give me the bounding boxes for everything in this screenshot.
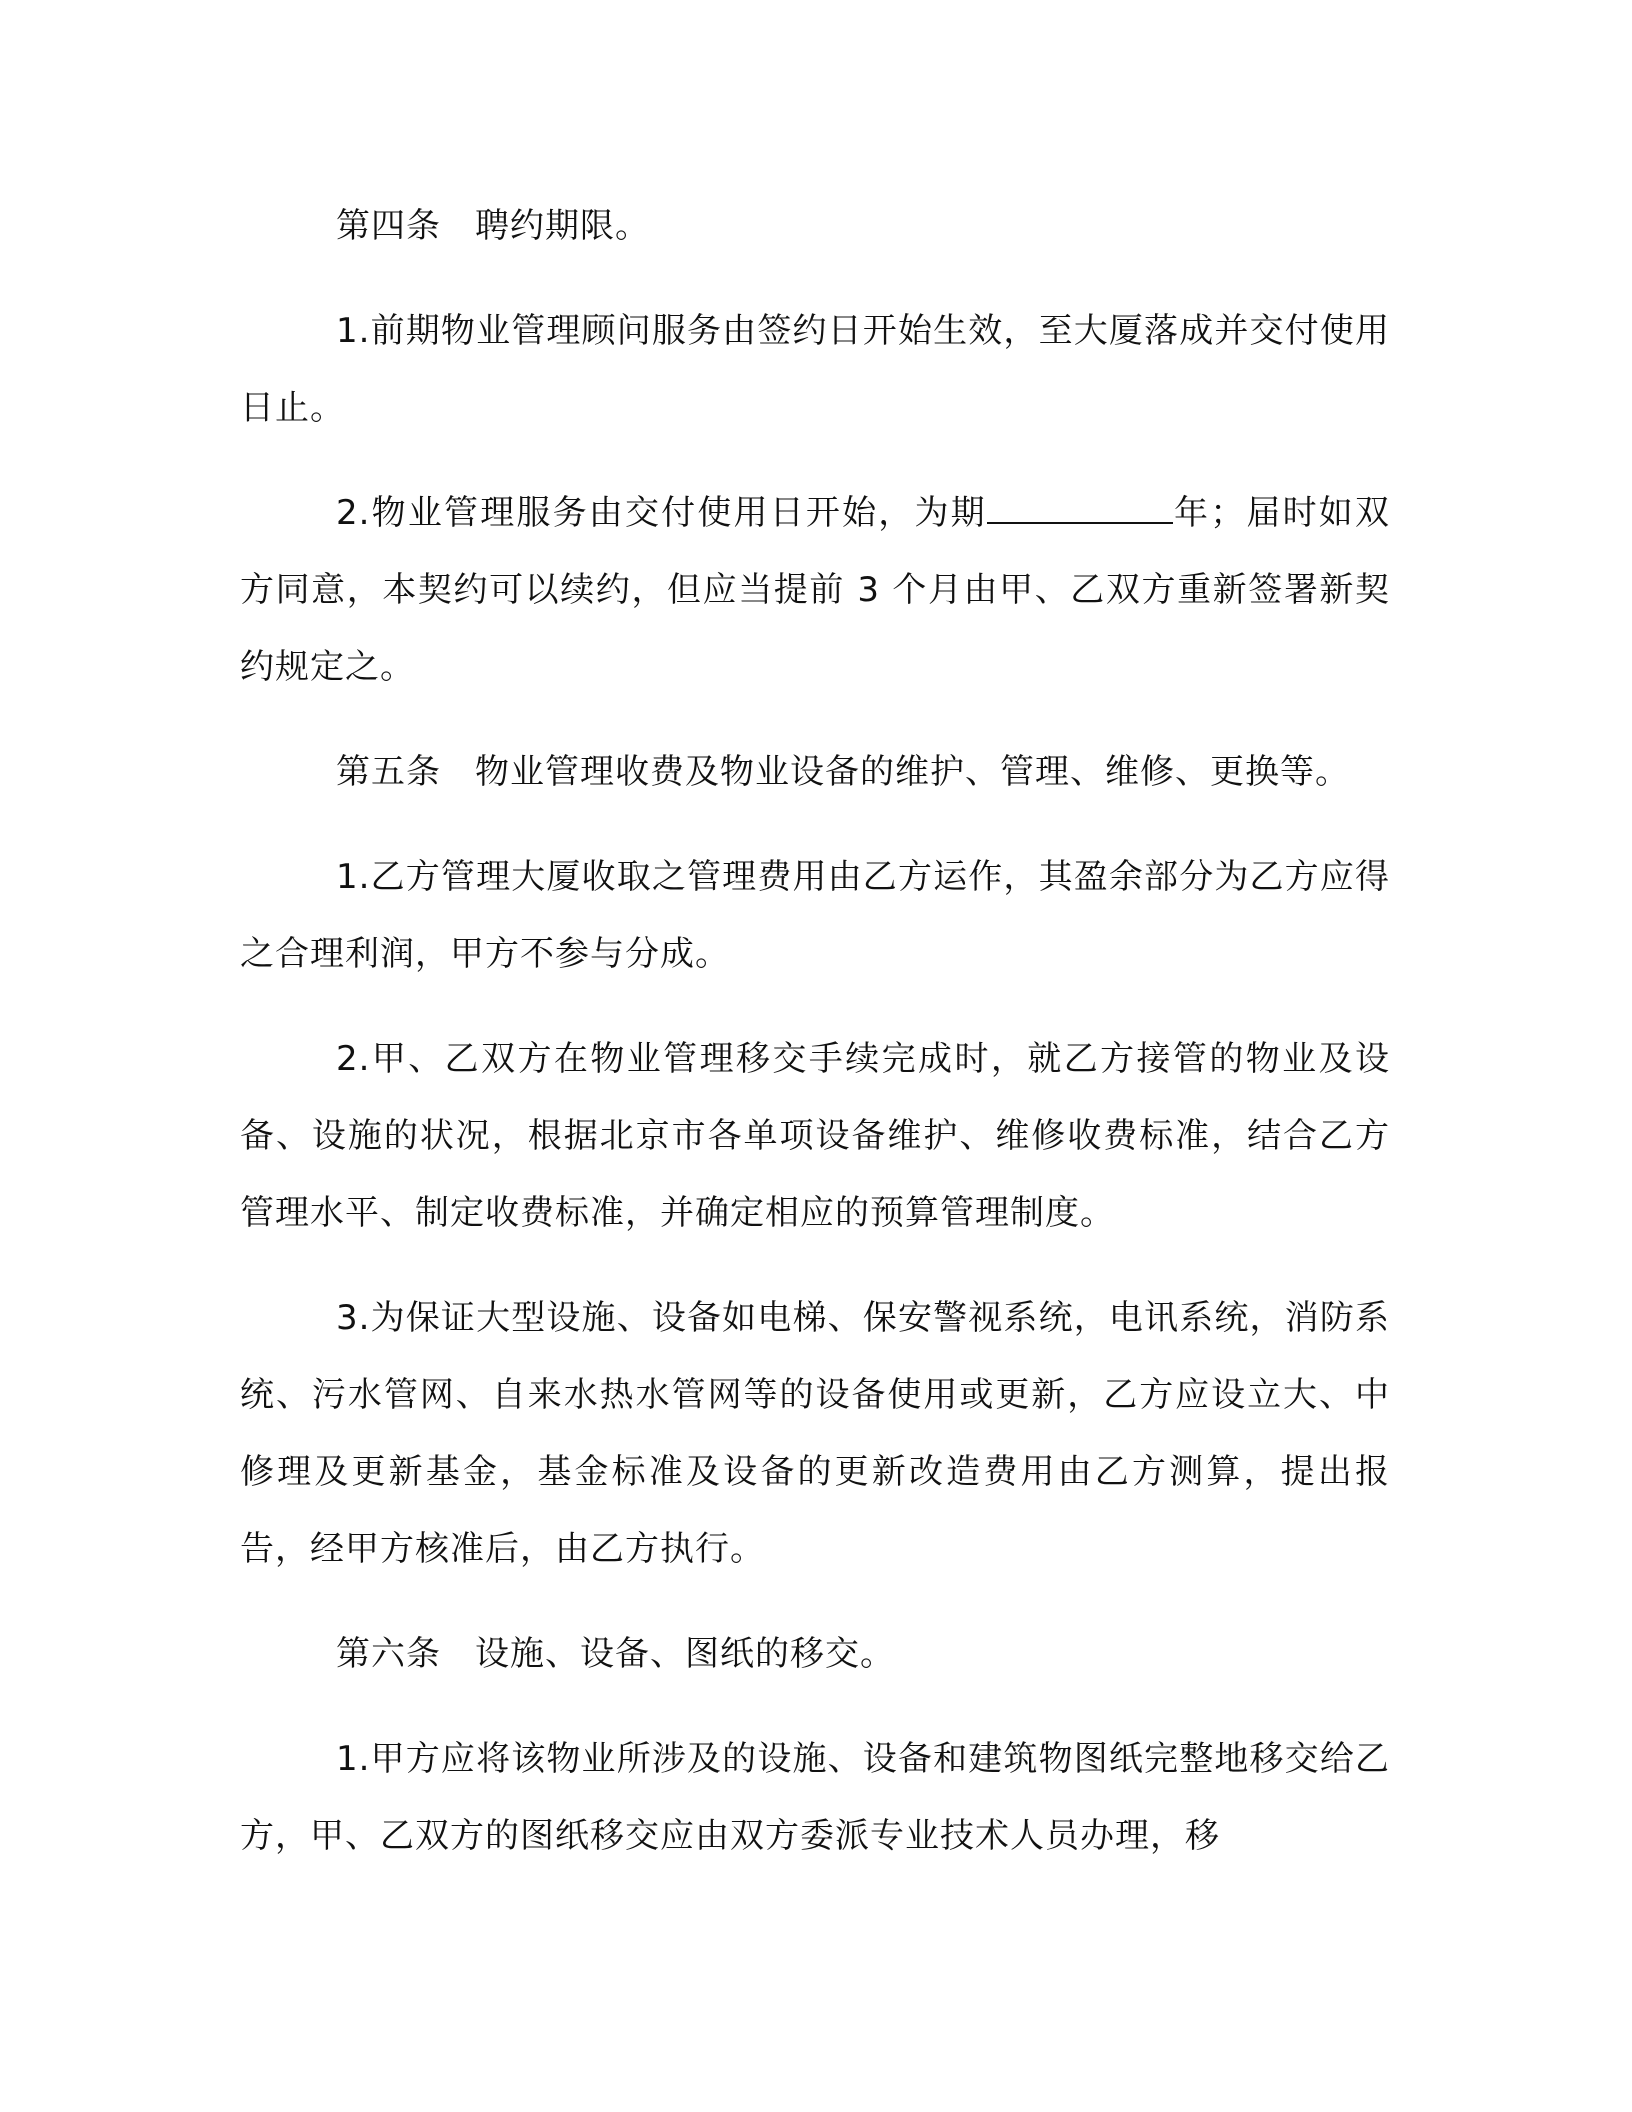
document-page: [240, 188, 1390, 1903]
article-5-title: 物业管理收费及物业设备的维护、管理、维修、更换等。: [475, 752, 1350, 792]
article-6-title: 设施、设备、图纸的移交。: [475, 1634, 895, 1674]
article-6-heading: [240, 1616, 1390, 1693]
article-5-clause-3: 3.为保证大型设施、设备如电梯、保安警视系统，电讯系统，消防系统、污水管网、自来水热水管网等的设备使用或更新，乙方应设立大、中修理及更新基金，基金标准及设备的更新改造费用由乙方测算，提出报告，经甲方核准后，由乙方执行。: [240, 1298, 1390, 1569]
article-5-clause-2: 2.甲、乙双方在物业管理移交手续完成时，就乙方接管的物业及设备、设施的状况，根据北京市各单项设备维护、维修收费标准，结合乙方管理水平、制定收费标准，并确定相应的预算管理制度。: [240, 1039, 1390, 1233]
article-4-clause-2-start: 2.物业管理服务由交付使用日开始，为期: [336, 493, 987, 533]
article-4-label: 第四条: [336, 206, 441, 246]
article-6-label: 第六条: [336, 1634, 441, 1674]
term-years-blank: [987, 492, 1173, 524]
article-4-title: 聘约期限。: [475, 206, 650, 246]
article-5-label: 第五条: [336, 752, 441, 792]
article-4-clause-2-end: 年；届时如双方同意，本契约可以续约，但应当提前 3 个月由甲、乙双方重新签署新契约规定之。: [240, 493, 1390, 687]
article-5-heading: [240, 734, 1390, 811]
article-4-clause-1: 1.前期物业管理顾问服务由签约日开始生效，至大厦落成并交付使用日止。: [240, 311, 1390, 428]
article-5-clause-1: 1.乙方管理大厦收取之管理费用由乙方运作，其盈余部分为乙方应得之合理利润，甲方不参与分成。: [240, 857, 1390, 974]
article-6-clause-1: 1.甲方应将该物业所涉及的设施、设备和建筑物图纸完整地移交给乙方，甲、乙双方的图纸移交应由双方委派专业技术人员办理，移: [240, 1739, 1390, 1856]
article-4-clause-2: [240, 475, 1390, 706]
article-4-heading: [240, 188, 1390, 265]
